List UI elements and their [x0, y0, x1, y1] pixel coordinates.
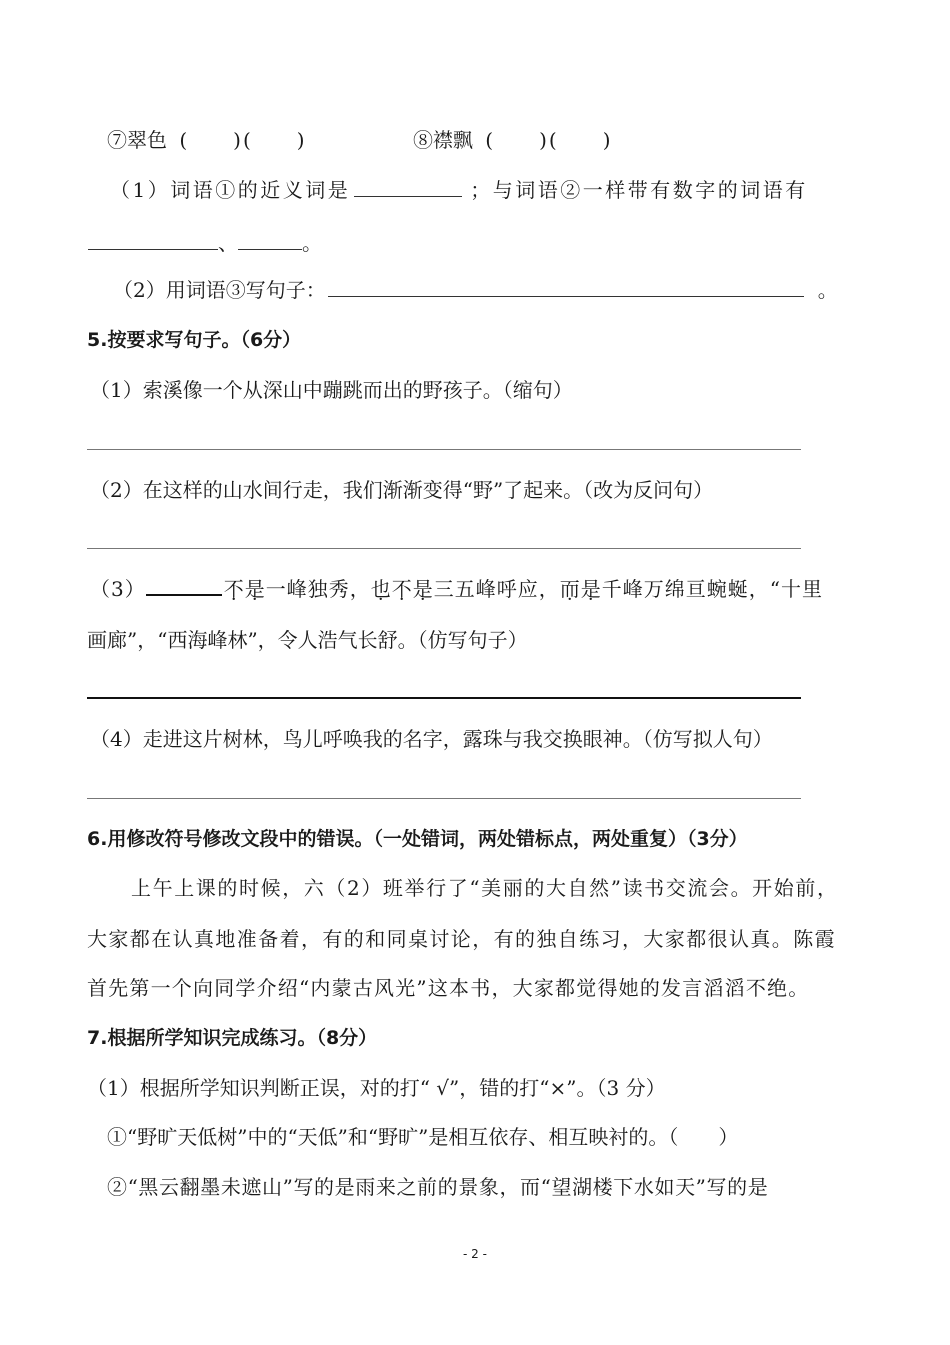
- q5-s3-line2: 画廊”，“西海峰林”，令人浩气长舒。（仿写句子）: [87, 628, 528, 652]
- q4-items-row: [107, 126, 613, 154]
- q4-sub2: （2）用词语③写句子： 。: [113, 278, 838, 302]
- q6-heading: 6.用修改符号修改文段中的错误。（一处错词，两处错标点，两处重复）（3分）: [87, 828, 748, 850]
- q4-sub1-blank3[interactable]: [238, 229, 302, 250]
- q4-item7-parens: ( )( ): [179, 128, 307, 152]
- q4-item8-parens: ( )( ): [485, 128, 613, 152]
- q7-item2: ②“黑云翻墨未遮山”写的是雨来之前的景象，而“望湖楼下水如天”写的是: [107, 1175, 769, 1199]
- q7-item1: ①“野旷天低树”中的“天低”和“野旷”是相互依存、相互映衬的。（ ）: [107, 1125, 739, 1149]
- q4-item8: ⑧襟飘: [412, 128, 473, 152]
- q5-s1: （1）索溪像一个从深山中蹦跳而出的野孩子。（缩句）: [90, 378, 573, 402]
- q4-sub1-blank2[interactable]: [88, 229, 218, 250]
- q4-sub2-blank[interactable]: [328, 276, 804, 297]
- q5-s2: （2）在这样的山水间行走，我们渐渐变得“野”了起来。（改为反问句）: [90, 478, 714, 502]
- q5-s4-answer-line[interactable]: [87, 798, 801, 799]
- q6-para-line1: 上午上课的时候，六（2）班举行了“美丽的大自然”读书交流会。开始前，: [131, 876, 839, 900]
- q4-sub1-line2: 、 。: [88, 229, 322, 257]
- q5-heading: 5.按要求写句子。（6分）: [87, 329, 302, 351]
- q5-s3-line1: （3） 不是一峰独秀，也不是三五峰呼应，而是千峰万绵亘蜿蜒，“十里: [90, 574, 823, 603]
- q6-para-line3: 首先第一个向同学介绍“内蒙古风光”这本书，大家都觉得她的发言滔滔不绝。: [87, 976, 810, 1000]
- q4-sub1-blank1[interactable]: [354, 176, 462, 197]
- q7-heading: 7.根据所学知识完成练习。（8分）: [87, 1027, 378, 1049]
- q5-s2-answer-line[interactable]: [87, 548, 801, 549]
- q5-s4: （4）走进这片树林，鸟儿呼唤我的名字，露珠与我交换眼神。（仿写拟人句）: [90, 727, 773, 751]
- q7-sub1: （1）根据所学知识判断正误，对的打“ √”，错的打“×”。（3 分）: [87, 1076, 666, 1100]
- q5-s3-answer-line[interactable]: [87, 697, 801, 699]
- q6-para-line2: 大家都在认真地准备着，有的和同桌讨论，有的独自练习，大家都很认真。陈霞: [87, 927, 836, 951]
- page-number: - 2 -: [463, 1247, 487, 1261]
- q5-s1-answer-line[interactable]: [87, 449, 801, 450]
- q5-s3-blank[interactable]: [146, 574, 222, 596]
- q4-item7: ⑦翠色: [107, 128, 167, 152]
- q4-sub1-line1: （1）词语①的近义词是 ；与词语②一样带有数字的词语有: [110, 178, 808, 202]
